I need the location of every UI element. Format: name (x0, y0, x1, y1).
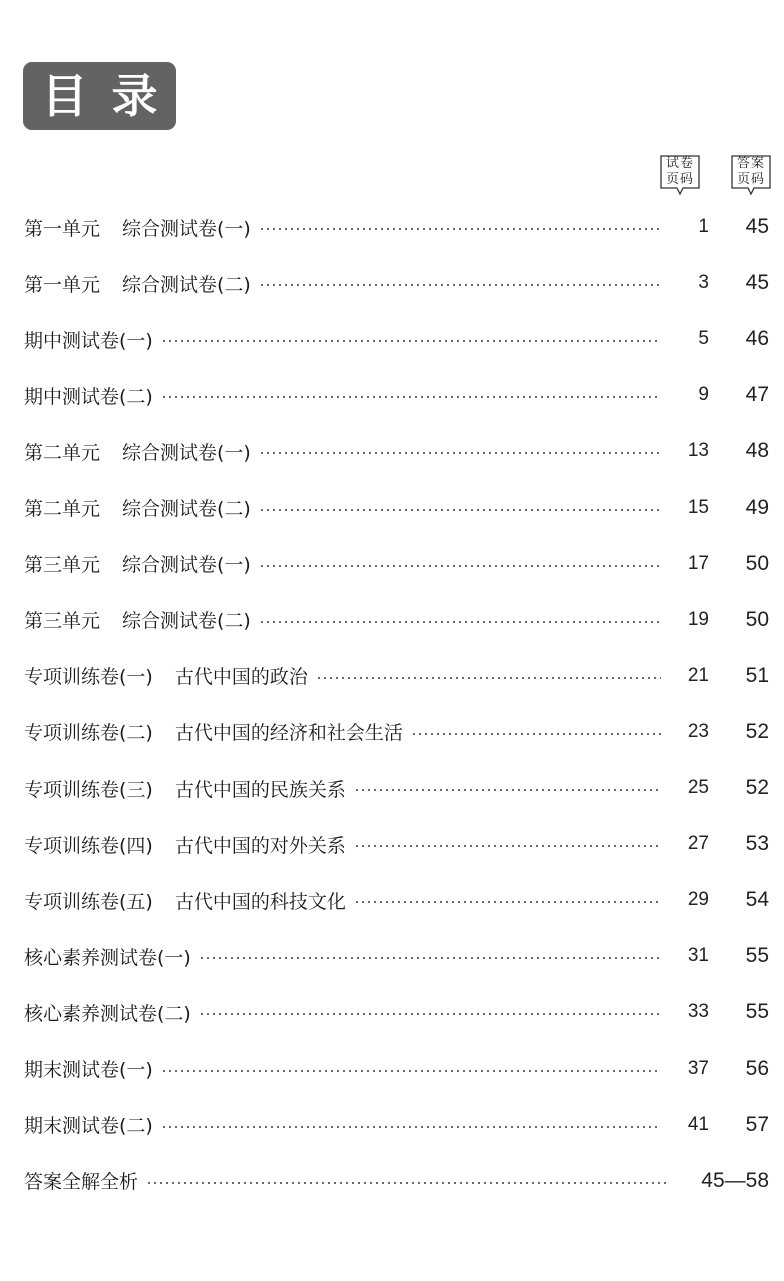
test-page-number: 19 (687, 608, 709, 630)
answer-page-number: 50 (745, 607, 769, 631)
toc-entry-title: 古代中国的经济和社会生活 (174, 722, 403, 745)
dot-leader (259, 621, 661, 623)
answer-page-number: 51 (745, 663, 769, 687)
toc-entry[interactable] (24, 268, 769, 298)
toc-entry[interactable] (24, 941, 769, 971)
test-page-number: 41 (687, 1113, 709, 1135)
answer-page-number: 46 (745, 327, 769, 351)
test-page-number: 27 (687, 833, 709, 855)
toc-entry-title: 综合测试卷(二) (122, 498, 251, 520)
dot-leader (199, 1013, 661, 1015)
answer-page-number: 50 (745, 551, 769, 575)
toc-entry-label (24, 270, 251, 297)
toc-entry[interactable] (24, 885, 769, 915)
toc-entry[interactable] (24, 380, 769, 410)
toc-entry-label (24, 1055, 153, 1082)
answer-page-number: 45 (745, 215, 769, 238)
toc-entry-unit: 专项训练卷(三) (24, 778, 153, 801)
toc-entry[interactable] (24, 436, 769, 466)
toc-entry-title: 核心素养测试卷(一) (24, 946, 191, 969)
test-page-number: 5 (698, 328, 709, 350)
toc-entry-unit: 第二单元 (24, 441, 101, 464)
answer-page-header-line-2: 页码 (736, 172, 765, 187)
page-title (23, 62, 176, 130)
toc-entry-title: 古代中国的科技文化 (174, 890, 346, 913)
test-page-column-header (659, 154, 701, 196)
toc-entry-unit: 专项训练卷(二) (24, 722, 153, 745)
dot-leader (161, 1126, 661, 1128)
toc-entry-label (24, 550, 251, 577)
test-page-number: 3 (698, 272, 709, 294)
toc-entry-title: 期中测试卷(二) (24, 385, 153, 408)
toc-entry[interactable] (24, 212, 769, 242)
toc-entry-answers[interactable] (24, 1166, 769, 1196)
toc-entry-title: 综合测试卷(二) (122, 273, 251, 296)
toc-entry-label (24, 326, 153, 353)
test-page-number: 9 (698, 384, 709, 406)
answer-page-number: 48 (745, 439, 769, 463)
dot-leader (259, 565, 661, 567)
toc-entry-title: 期末测试卷(二) (24, 1115, 153, 1138)
toc-entry-unit: 专项训练卷(四) (24, 834, 153, 857)
toc-entry-title: 期中测试卷(一) (24, 329, 153, 352)
toc-entry-label (24, 606, 251, 633)
toc-entry[interactable] (24, 324, 769, 354)
toc-entry-unit: 第三单元 (24, 554, 101, 577)
test-page-number: 31 (687, 945, 709, 967)
page-title-char-1: 目 (41, 69, 88, 123)
toc-entry-label (24, 214, 251, 241)
answer-page-number: 52 (745, 719, 769, 743)
toc-entry-label (24, 999, 191, 1026)
toc-entry[interactable] (24, 773, 769, 803)
toc-entry-title: 答案全解全析 (24, 1171, 139, 1194)
test-page-number: 21 (687, 664, 709, 686)
toc-entry-label (24, 943, 191, 970)
dot-leader (259, 509, 661, 511)
toc-entry-unit: 第二单元 (24, 498, 101, 520)
test-page-header-line-2: 页码 (665, 172, 694, 187)
test-page-number: 1 (698, 216, 709, 237)
answer-page-number: 54 (745, 888, 769, 912)
test-page-number: 37 (687, 1057, 709, 1079)
dot-leader (354, 901, 661, 903)
toc-entry-label (24, 1111, 153, 1138)
toc-entry-label (24, 775, 346, 802)
toc-entry-label (24, 494, 251, 521)
test-page-number: 25 (687, 777, 709, 798)
toc-entry-label (24, 831, 346, 858)
dot-leader (161, 1070, 661, 1072)
toc-entry-unit: 第一单元 (24, 217, 101, 240)
test-page-number: 17 (687, 552, 709, 574)
dot-leader (199, 957, 661, 959)
test-page-header-line-1: 试卷 (665, 156, 694, 171)
dot-leader (316, 677, 661, 679)
dot-leader (259, 228, 661, 230)
answer-page-number: 57 (745, 1112, 769, 1136)
toc-entry-title: 古代中国的民族关系 (174, 778, 346, 801)
toc-entry[interactable] (24, 1110, 769, 1140)
test-page-number: 33 (687, 1001, 709, 1023)
toc-entry-title: 古代中国的对外关系 (174, 834, 346, 857)
toc-entry-title: 综合测试卷(一) (122, 217, 251, 240)
answer-page-number: 53 (745, 832, 769, 856)
toc-entry-title: 古代中国的政治 (174, 666, 308, 689)
answer-page-header-line-1: 答案 (736, 156, 765, 171)
test-page-number: 15 (687, 496, 709, 518)
answer-page-range: 45—58 (701, 1168, 769, 1192)
dot-leader (259, 284, 661, 286)
toc-entry-label (24, 718, 403, 745)
toc-entry[interactable] (24, 1054, 769, 1084)
answer-page-column-header (730, 154, 772, 196)
toc-entry[interactable] (24, 717, 769, 747)
test-page-number: 23 (687, 720, 709, 742)
answer-page-number: 55 (745, 944, 769, 968)
dot-leader (161, 396, 661, 398)
answer-page-number: 45 (745, 271, 769, 295)
toc-entry-label (24, 382, 153, 409)
dot-leader (354, 845, 661, 847)
toc-entry-unit: 专项训练卷(一) (24, 666, 153, 689)
toc-entry[interactable] (24, 829, 769, 859)
toc-entry[interactable] (24, 549, 769, 579)
toc-entry[interactable] (24, 661, 769, 691)
toc-entry[interactable] (24, 997, 769, 1027)
toc-entry-title: 综合测试卷(二) (122, 610, 251, 633)
answer-page-number: 56 (745, 1056, 769, 1080)
dot-leader (161, 340, 661, 342)
test-page-number: 29 (687, 889, 709, 911)
toc-entry-unit: 第三单元 (24, 610, 101, 633)
dot-leader (146, 1182, 669, 1184)
toc-entry-title: 综合测试卷(一) (122, 441, 251, 464)
answer-page-number: 55 (745, 1000, 769, 1024)
dot-leader (259, 452, 661, 454)
toc-entry-title: 期末测试卷(一) (24, 1059, 153, 1081)
toc-entry[interactable] (24, 605, 769, 635)
answer-page-number: 47 (745, 383, 769, 407)
test-page-number: 13 (687, 440, 709, 462)
dot-leader (411, 733, 661, 735)
toc-entry-unit: 专项训练卷(五) (24, 890, 153, 913)
toc-entry-label (24, 887, 346, 914)
toc-entry-title: 核心素养测试卷(二) (24, 1002, 191, 1025)
toc-entry-title: 综合测试卷(一) (122, 554, 251, 577)
page-title-char-2: 录 (111, 69, 158, 123)
answer-page-number: 49 (745, 495, 769, 519)
toc-entry-label (24, 662, 308, 689)
toc-entry-unit: 第一单元 (24, 273, 101, 296)
toc-entry[interactable] (24, 493, 769, 523)
answer-page-number: 52 (745, 776, 769, 799)
dot-leader (354, 789, 661, 791)
toc-entry-label (24, 438, 251, 465)
